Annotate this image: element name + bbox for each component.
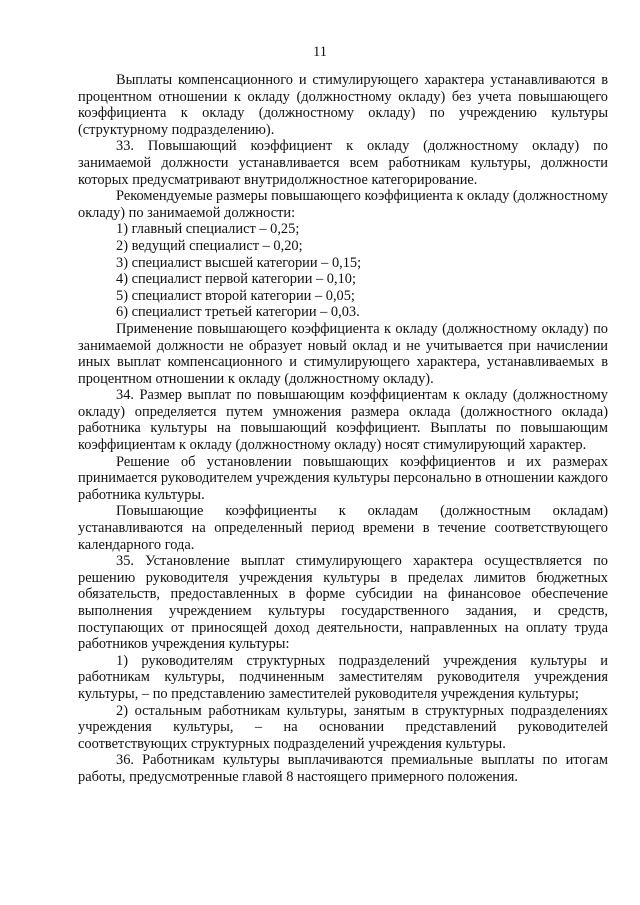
paragraph-clause-35-item-2: 2) остальным работникам культуры, занятым в структурных подразделениях учреждения культуры, – на основании представлений руководителей соответствующих структурных подразделений учреждения культуры. (78, 702, 608, 752)
coefficient-list (78, 221, 608, 321)
page-number: 11 (313, 44, 327, 60)
paragraph-clause-36: 36. Работникам культуры выплачиваются премиальные выплаты по итогам работы, предусмотренные главой 8 настоящего примерного положения. (78, 752, 608, 785)
document-body (78, 72, 608, 786)
paragraph-application-coefficient: Применение повышающего коэффициента к окладу (должностному окладу) по занимаемой должности не образует новый оклад и не учитывается при начислении иных выплат компенсационного и стимулирующего характера, устанавливаемых в процентном отношении к окладу (должностному окладу). (78, 320, 608, 387)
list-item: 5) специалист второй категории – 0,05; (116, 287, 355, 304)
paragraph-clause-35: 35. Установление выплат стимулирующего характера осуществляется по решению руководителя учреждения культуры в пределах лимитов бюджетных обязательств, предоставленных в форме субсидии на финансовое обеспечение выполнения учреждением культуры государственного задания, и средств, поступающих от приносящей доход деятельности, направленных на оплату труда работников учреждения культуры: (78, 553, 608, 653)
paragraph-decision-coefficients: Решение об установлении повышающих коэффициентов и их размерах принимается руководителем учреждения культуры персонально в отношении каждого работника культуры. (78, 453, 608, 503)
paragraph-coefficient-period: Повышающие коэффициенты к окладам (должностным окладам) устанавливаются на определенный период времени в течение соответствующего календарного года. (78, 503, 608, 553)
list-item: 4) специалист первой категории – 0,10; (116, 271, 356, 288)
list-item: 6) специалист третьей категории – 0,03. (116, 304, 360, 321)
paragraph-clause-35-item-1: 1) руководителям структурных подразделений учреждения культуры и работникам культуры, подчиненным заместителям руководителя учреждения культуры, – по представлению заместителей руководителя учреждения культуры; (78, 652, 608, 702)
paragraph-recommended-coefficients: Рекомендуемые размеры повышающего коэффициента к окладу (должностному окладу) по занимаемой должности: (78, 188, 608, 221)
paragraph-payments-percentage: Выплаты компенсационного и стимулирующего характера устанавливаются в процентном отношении к окладу (должностному окладу) без учета повышающего коэффициента к окладу (должностному окладу) по учреждению культуры (структурному подразделению). (78, 72, 608, 138)
list-item: 3) специалист высшей категории – 0,15; (116, 254, 362, 271)
paragraph-clause-34: 34. Размер выплат по повышающим коэффициентам к окладу (должностному окладу) определяется путем умножения размера оклада (должностного оклада) работника культуры на повышающий коэффициент. Выплаты по повышающим коэффициентам к окладу (должностному окладу) носят стимулирующий характер. (78, 387, 608, 454)
paragraph-clause-33: 33. Повышающий коэффициент к окладу (должностному окладу) по занимаемой должности устанавливается всем работникам культуры, должности которых предусматривают внутридолжностное категорирование. (78, 138, 608, 188)
list-item: 1) главный специалист – 0,25; (116, 221, 300, 238)
list-item: 2) ведущий специалист – 0,20; (116, 237, 303, 254)
